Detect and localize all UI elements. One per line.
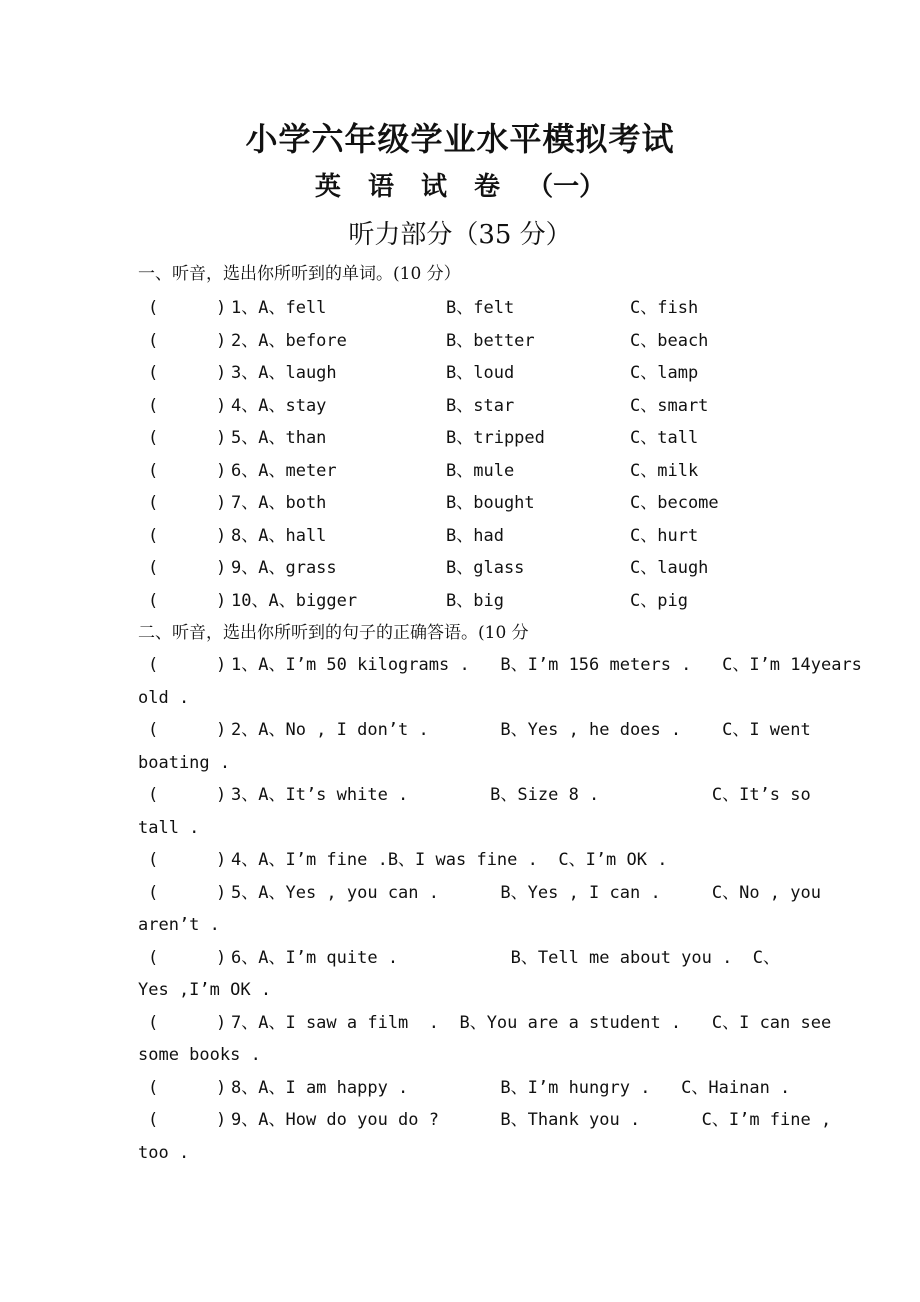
answer-blank-open: ( [148, 720, 159, 740]
answer-blank-close: ) [216, 558, 227, 578]
answer-blank-open: ( [148, 1077, 159, 1098]
option-b: B、loud [446, 363, 515, 383]
option-c: C、tall [630, 428, 699, 448]
part1-heading: 一、听音，选出你所听到的单词。(10 分） [138, 264, 461, 284]
answer-blank-open: ( [148, 1110, 159, 1130]
answer-blank-close: ) [216, 590, 227, 611]
answer-blank-close: ) [216, 525, 227, 546]
option-b: B、better [446, 330, 535, 351]
answer-blank-close: ) [216, 947, 227, 968]
option-a: 5、A、than [231, 428, 327, 448]
option-c: C、fish [630, 298, 699, 318]
answer-blank-close: ) [216, 460, 227, 481]
answer-blank-close: ) [216, 1110, 227, 1130]
question-text: 2、A、No , I don’t . B、Yes , he does . C、I went [231, 720, 811, 740]
answer-blank-open: ( [148, 785, 159, 805]
answer-blank-close: ) [216, 363, 227, 383]
answer-blank-close: ) [216, 298, 227, 318]
option-c: C、become [630, 493, 719, 513]
answer-blank-close: ) [216, 882, 227, 903]
answer-blank-open: ( [148, 655, 159, 675]
option-a: 4、A、stay [231, 395, 327, 416]
option-c: C、smart [630, 395, 709, 416]
answer-blank-close: ) [216, 850, 227, 870]
answer-blank-close: ) [216, 785, 227, 805]
answer-blank-close: ) [216, 655, 227, 675]
question-text: 1、A、I’m 50 kilograms . B、I’m 156 meters . C、I’m 14years [231, 655, 862, 675]
option-c: C、beach [630, 330, 709, 351]
question-text: 8、A、I am happy . B、I’m hungry . C、Hainan . [231, 1077, 791, 1098]
option-b: B、star [446, 395, 515, 416]
option-b: B、big [446, 590, 504, 611]
option-b: B、bought [446, 493, 535, 513]
option-a: 6、A、meter [231, 460, 337, 481]
question-text: 6、A、I’m quite . B、Tell me about you . C、 [231, 947, 781, 968]
option-a: 3、A、laugh [231, 363, 337, 383]
answer-blank-open: ( [148, 460, 159, 481]
answer-blank-open: ( [148, 590, 159, 611]
option-b: B、had [446, 525, 504, 546]
option-a: 1、A、fell [231, 298, 327, 318]
part2-heading: 二、听音，选出你所听到的句子的正确答语。(10 分 [138, 623, 529, 643]
question-text: 5、A、Yes , you can . B、Yes , I can . C、No , you [231, 882, 821, 903]
question-text: 4、A、I’m fine .B、I was fine . C、I’m OK . [231, 850, 668, 870]
question-text: too . [138, 1142, 190, 1163]
answer-blank-close: ) [216, 1077, 227, 1098]
answer-blank-close: ) [216, 330, 227, 351]
question-text: tall . [138, 817, 200, 838]
option-c: C、lamp [630, 363, 699, 383]
option-a: 10、A、bigger [231, 590, 358, 611]
answer-blank-close: ) [216, 428, 227, 448]
option-c: C、hurt [630, 525, 699, 546]
option-a: 2、A、before [231, 330, 347, 351]
option-b: B、mule [446, 460, 515, 481]
exam-sub-title: 英 语 试 卷 （一） [314, 172, 606, 202]
listening-section-title: 听力部分（35 分） [348, 220, 572, 250]
answer-blank-close: ) [216, 493, 227, 513]
answer-blank-open: ( [148, 363, 159, 383]
answer-blank-open: ( [148, 558, 159, 578]
option-b: B、tripped [446, 428, 545, 448]
answer-blank-open: ( [148, 330, 159, 351]
answer-blank-close: ) [216, 395, 227, 416]
answer-blank-open: ( [148, 428, 159, 448]
option-b: B、glass [446, 558, 525, 578]
question-text: aren’t . [138, 915, 220, 935]
option-c: C、laugh [630, 558, 709, 578]
question-text: some books . [138, 1045, 261, 1065]
option-a: 8、A、hall [231, 525, 327, 546]
answer-blank-open: ( [148, 882, 159, 903]
option-c: C、milk [630, 460, 699, 481]
answer-blank-open: ( [148, 850, 159, 870]
option-b: B、felt [446, 298, 515, 318]
answer-blank-close: ) [216, 720, 227, 740]
option-a: 9、A、grass [231, 558, 337, 578]
answer-blank-open: ( [148, 525, 159, 546]
option-a: 7、A、both [231, 493, 327, 513]
question-text: Yes ,I’m OK . [138, 980, 272, 1000]
answer-blank-open: ( [148, 493, 159, 513]
question-text: 3、A、It’s white . B、Size 8 . C、It’s so [231, 785, 811, 805]
answer-blank-open: ( [148, 1012, 159, 1033]
answer-blank-open: ( [148, 298, 159, 318]
question-text: 7、A、I saw a film . B、You are a student . C、I can see [231, 1012, 832, 1033]
answer-blank-open: ( [148, 947, 159, 968]
option-c: C、pig [630, 590, 688, 611]
question-text: old . [138, 687, 190, 708]
exam-main-title: 小学六年级学业水平模拟考试 [245, 120, 675, 158]
question-text: boating . [138, 752, 231, 773]
answer-blank-open: ( [148, 395, 159, 416]
answer-blank-close: ) [216, 1012, 227, 1033]
question-text: 9、A、How do you do ? B、Thank you . C、I’m fine , [231, 1110, 832, 1130]
